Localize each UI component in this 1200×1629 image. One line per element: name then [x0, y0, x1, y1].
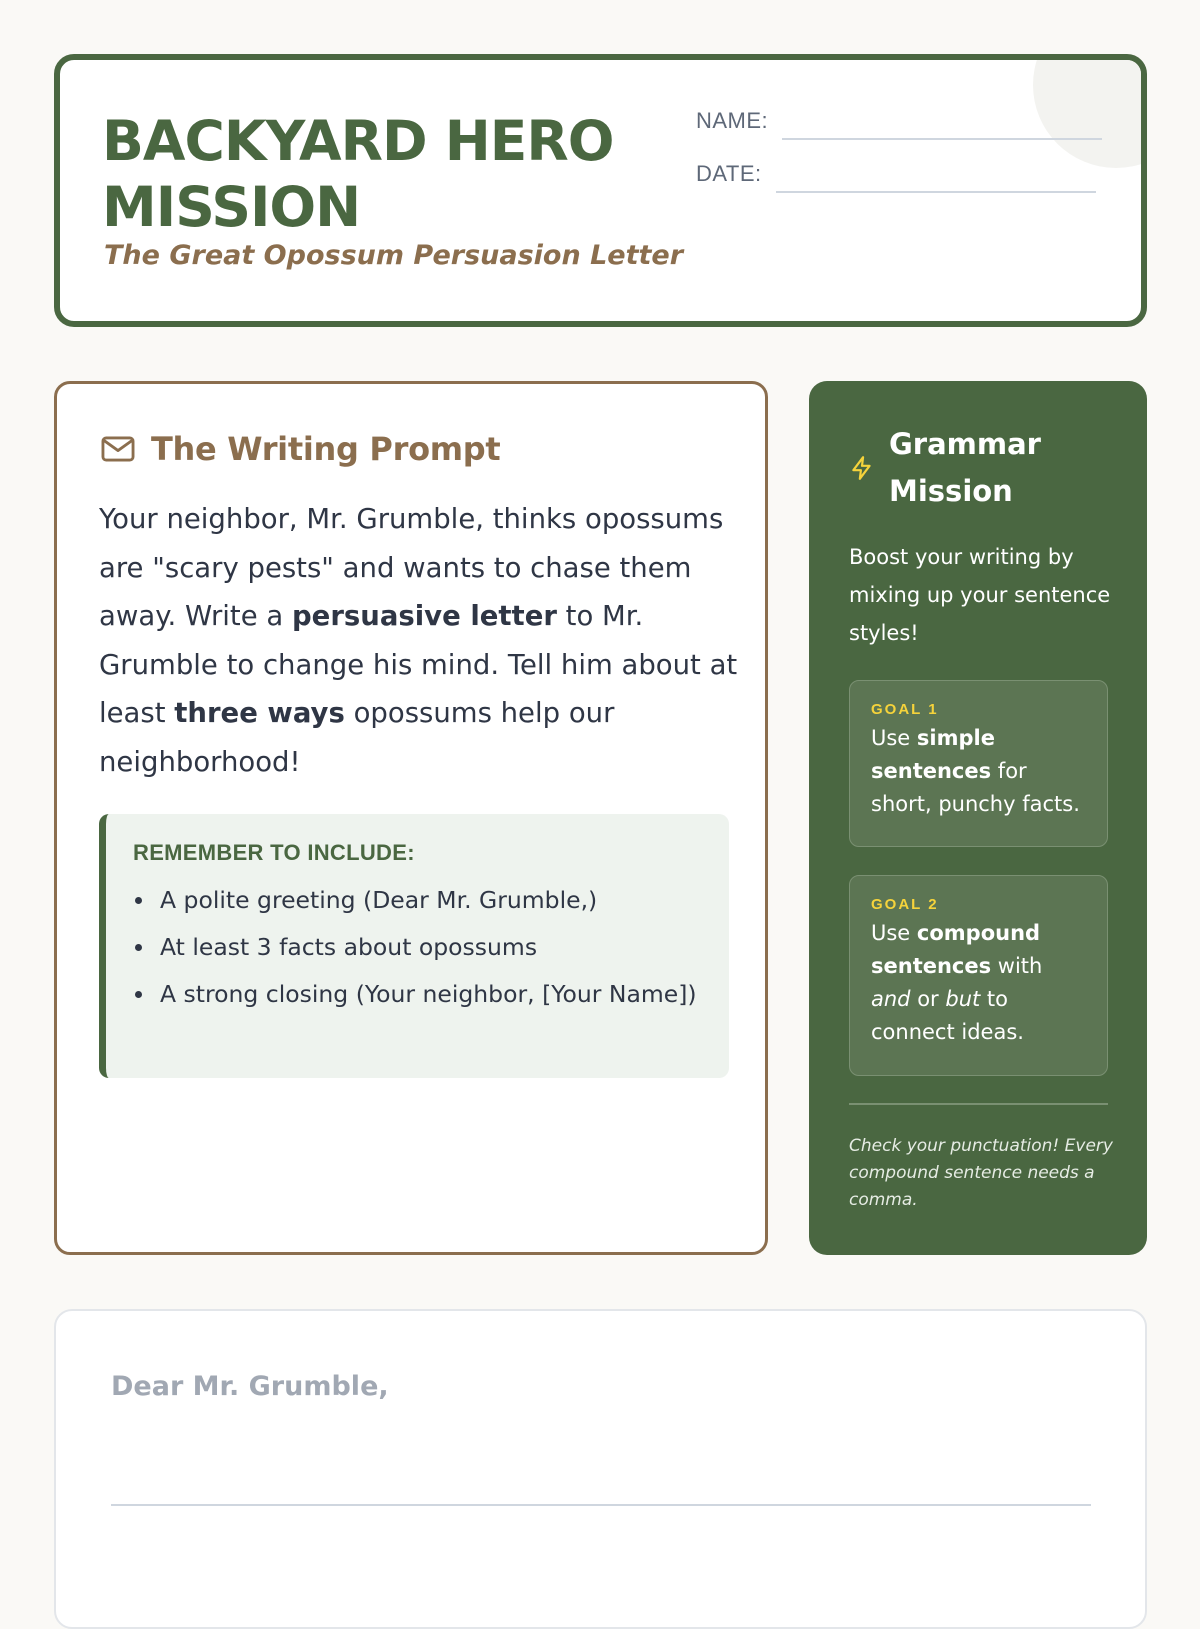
- worksheet-header: [54, 54, 1147, 327]
- goal-text: Use compound sentences with and or but to connect ideas.: [871, 921, 1043, 1044]
- name-label: NAME:: [696, 108, 769, 133]
- punctuation-note: Check your punctuation! Every compound sentence needs a comma.: [849, 1136, 1113, 1210]
- mail-icon: [99, 430, 137, 468]
- writing-prompt-card: [54, 381, 768, 1255]
- reminder-list: [133, 880, 699, 1014]
- date-field[interactable]: [696, 161, 1096, 187]
- page-subtitle: The Great Opossum Persuasion Letter: [104, 240, 684, 271]
- date-input-line[interactable]: [776, 191, 1096, 193]
- reminder-box: [99, 814, 729, 1078]
- prompt-heading: [99, 430, 500, 468]
- goal-label: GOAL 1: [871, 701, 939, 718]
- goal-card-2: [849, 875, 1108, 1076]
- prompt-text: Your neighbor, Mr. Grumble, thinks opossums are "scary pests" and wants to chase them away. Write a persuasive letter to Mr. Grumble to change his mind. Tell him about at least three ways opossums help our neighborhood!: [99, 503, 738, 778]
- goal-card-1: [849, 680, 1108, 847]
- grammar-title: Grammar Mission: [889, 427, 1041, 508]
- letter-writing-area[interactable]: [54, 1309, 1147, 1629]
- prompt-title: The Writing Prompt: [151, 430, 501, 468]
- date-label: DATE:: [696, 161, 762, 186]
- reminder-title: REMEMBER TO INCLUDE:: [133, 840, 415, 865]
- list-item: A strong closing (Your neighbor, [Your Name]): [133, 974, 699, 1014]
- goal-label: GOAL 2: [871, 896, 939, 913]
- grammar-heading: [849, 421, 1069, 515]
- lightning-icon: [849, 455, 875, 481]
- name-field[interactable]: [696, 108, 1102, 134]
- goal-text: Use simple sentences for short, punchy facts.: [871, 726, 1080, 816]
- emphasis-persuasive-letter: persuasive letter: [291, 600, 557, 632]
- writing-line[interactable]: [111, 1504, 1091, 1506]
- name-input-line[interactable]: [782, 138, 1102, 140]
- letter-greeting: Dear Mr. Grumble,: [111, 1371, 389, 1402]
- page-title: BACKYARD HERO MISSION: [102, 109, 614, 239]
- grammar-intro: Boost your writing by mixing up your sentence styles!: [849, 545, 1111, 645]
- list-item: A polite greeting (Dear Mr. Grumble,): [133, 880, 699, 920]
- emphasis-three-ways: three ways: [174, 697, 345, 729]
- grammar-mission-card: [809, 381, 1147, 1255]
- divider: [849, 1103, 1108, 1105]
- list-item: At least 3 facts about opossums: [133, 927, 699, 967]
